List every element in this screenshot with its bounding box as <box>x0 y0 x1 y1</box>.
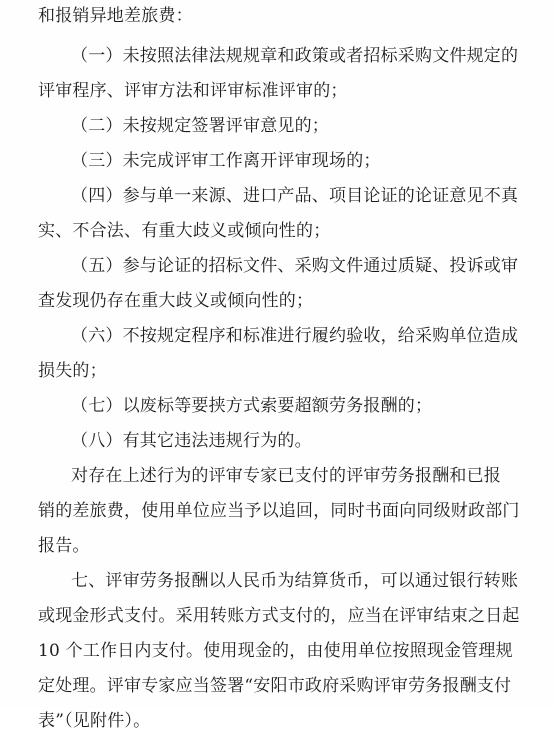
paragraph-line: 定处理。评审专家应当签署“安阳市政府采购评审劳务报酬支付 <box>38 676 512 696</box>
list-item-6: （六）不按规定程序和标准进行履约验收，给采购单位造成 <box>71 326 519 346</box>
text-line: 损失的； <box>38 361 107 381</box>
text-line: 和报销异地差旅费： <box>38 6 193 26</box>
list-item-7: （七）以废标等要挟方式索要超额劳务报酬的； <box>71 396 433 416</box>
section-heading-line: 七、评审劳务报酬以人民币为结算货币，可以通过银行转账 <box>71 571 519 591</box>
paragraph-line: 报告。 <box>38 536 90 556</box>
paragraph-line: 或现金形式支付。采用转账方式支付的，应当在评审结束之日起 <box>38 606 520 626</box>
text-line: 查发现仍存在重大歧义或倾向性的； <box>38 291 314 311</box>
list-item-3: （三）未完成评审工作离开评审现场的； <box>71 151 381 171</box>
paragraph-line: 对存在上述行为的评审专家已支付的评审劳务报酬和已报 <box>71 466 501 486</box>
list-item-4: （四）参与单一来源、进口产品、项目论证的论证意见不真 <box>71 186 519 206</box>
list-item-8: （八）有其它违法违规行为的。 <box>71 431 312 451</box>
list-item-5: （五）参与论证的招标文件、采购文件通过质疑、投诉或审 <box>71 256 519 276</box>
paragraph-line: 销的差旅费，使用单位应当予以追回，同时书面向同级财政部门 <box>38 501 520 521</box>
text-line: 评审程序、评审方法和评审标准评审的； <box>38 81 348 101</box>
text-line: 实、不合法、有重大歧义或倾向性的； <box>38 221 331 241</box>
list-item-1: （一）未按照法律法规规章和政策或者招标采购文件规定的 <box>71 46 519 66</box>
paragraph-line: 10 个工作日内支付。使用现金的，由使用单位按照现金管理规 <box>38 641 513 661</box>
list-item-2: （二）未按规定签署评审意见的； <box>71 116 329 136</box>
paragraph-line: 表”（见附件）。 <box>38 711 151 731</box>
